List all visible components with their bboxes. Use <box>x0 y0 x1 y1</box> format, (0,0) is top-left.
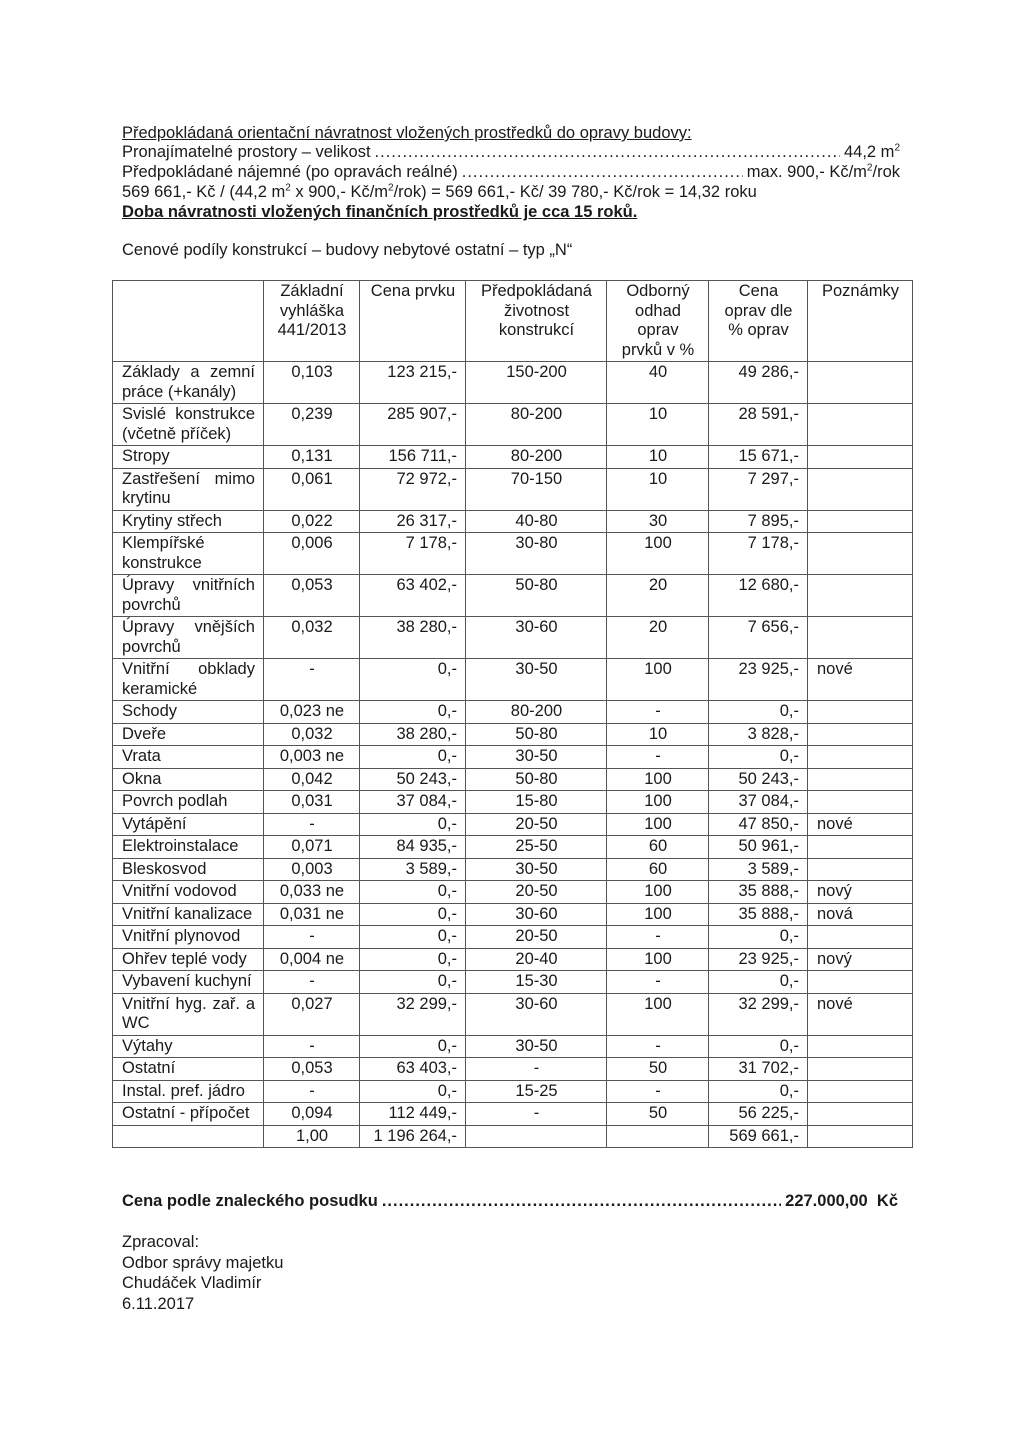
note <box>808 1103 913 1126</box>
repair-percent: 100 <box>607 881 709 904</box>
rent-value: max. 900,- $Kč/m^2$/rok <box>746 162 900 181</box>
element-price: 63 402,- <box>360 575 466 617</box>
repair-percent: - <box>607 746 709 769</box>
table-row <box>113 948 913 971</box>
note <box>808 1125 913 1148</box>
note: nové <box>808 659 913 701</box>
repair-percent <box>607 1125 709 1148</box>
row-label: Vybavení kuchyní <box>113 971 264 994</box>
repair-percent: 50 <box>607 1058 709 1081</box>
repair-price: 7 656,- <box>709 617 808 659</box>
note: nový <box>808 948 913 971</box>
row-label: Úpravy vnějších povrchů <box>113 617 264 659</box>
lifetime: 70-150 <box>466 468 607 510</box>
lifetime: 30-50 <box>466 858 607 881</box>
table-row <box>113 723 913 746</box>
table-row <box>113 791 913 814</box>
element-price: 50 243,- <box>360 768 466 791</box>
note <box>808 971 913 994</box>
row-label: Krytiny střech <box>113 510 264 533</box>
repair-percent: 100 <box>607 948 709 971</box>
table-row <box>113 836 913 859</box>
note: nové <box>808 813 913 836</box>
lifetime: 30-50 <box>466 659 607 701</box>
lifetime: 50-80 <box>466 575 607 617</box>
row-label: Vrata <box>113 746 264 769</box>
row-label: Úpravy vnitřních povrchů <box>113 575 264 617</box>
lifetime: 30-80 <box>466 533 607 575</box>
table-row <box>113 404 913 446</box>
element-price: 0,- <box>360 948 466 971</box>
repair-price: 31 702,- <box>709 1058 808 1081</box>
lifetime: 30-60 <box>466 903 607 926</box>
element-price: 38 280,- <box>360 617 466 659</box>
note <box>808 1035 913 1058</box>
note <box>808 362 913 404</box>
base-coefficient: 0,003 <box>264 858 360 881</box>
intro-heading: Předpokládaná orientační návratnost vložených prostředků do opravy budovy: <box>122 124 692 142</box>
base-coefficient: 0,061 <box>264 468 360 510</box>
footer <box>122 1232 283 1314</box>
note <box>808 510 913 533</box>
base-coefficient: - <box>264 659 360 701</box>
repair-percent: 20 <box>607 575 709 617</box>
lifetime: 15-25 <box>466 1080 607 1103</box>
summary-value: 227.000,00 Kč <box>785 1192 898 1210</box>
payback-conclusion: Doba návratnosti vložených finančních prostředků je cca 15 roků. <box>122 203 638 221</box>
person-name: Chudáček Vladimír <box>122 1274 262 1292</box>
row-label: Ostatní - přípočet <box>113 1103 264 1126</box>
repair-price: 37 084,- <box>709 791 808 814</box>
table-row <box>113 903 913 926</box>
lifetime: 25-50 <box>466 836 607 859</box>
base-coefficient: 0,094 <box>264 1103 360 1126</box>
repair-price: 50 961,- <box>709 836 808 859</box>
base-coefficient: 0,031 <box>264 791 360 814</box>
leader-dots <box>375 143 840 162</box>
element-price: 0,- <box>360 1080 466 1103</box>
element-price: 63 403,- <box>360 1058 466 1081</box>
table-row <box>113 1058 913 1081</box>
repair-price: 569 661,- <box>709 1125 808 1148</box>
lifetime: 80-200 <box>466 701 607 724</box>
lifetime: 20-50 <box>466 881 607 904</box>
base-coefficient: - <box>264 1035 360 1058</box>
table-row <box>113 533 913 575</box>
base-coefficient: 1,00 <box>264 1125 360 1148</box>
repair-price: 56 225,- <box>709 1103 808 1126</box>
note <box>808 723 913 746</box>
row-label <box>113 1125 264 1148</box>
rent-line <box>122 163 900 182</box>
header-cell: Odborný odhad oprav prvků v % <box>607 281 709 362</box>
note: nový <box>808 881 913 904</box>
element-price: 72 972,- <box>360 468 466 510</box>
repair-percent: 100 <box>607 768 709 791</box>
element-price: 285 907,- <box>360 404 466 446</box>
row-label: Svislé konstrukce (včetně příček) <box>113 404 264 446</box>
lifetime: 150-200 <box>466 362 607 404</box>
lifetime: 30-50 <box>466 746 607 769</box>
row-label: Schody <box>113 701 264 724</box>
lifetime: 15-30 <box>466 971 607 994</box>
repair-percent: 100 <box>607 813 709 836</box>
repair-price: 15 671,- <box>709 446 808 469</box>
row-label: Ohřev teplé vody <box>113 948 264 971</box>
lifetime: 30-60 <box>466 993 607 1035</box>
table-row <box>113 1080 913 1103</box>
area-line <box>122 143 900 162</box>
element-price: 0,- <box>360 746 466 769</box>
lifetime: 50-80 <box>466 723 607 746</box>
base-coefficient: 0,053 <box>264 1058 360 1081</box>
table-row <box>113 701 913 724</box>
row-label: Vnitřní vodovod <box>113 881 264 904</box>
table-row <box>113 858 913 881</box>
repair-percent: 30 <box>607 510 709 533</box>
base-coefficient: - <box>264 1080 360 1103</box>
base-coefficient: 0,033 ne <box>264 881 360 904</box>
note: nové <box>808 993 913 1035</box>
document-date: 6.11.2017 <box>122 1294 195 1313</box>
note <box>808 533 913 575</box>
repair-price: 7 178,- <box>709 533 808 575</box>
header-cell: Poznámky <box>808 281 913 362</box>
repair-percent: 50 <box>607 1103 709 1126</box>
element-price: 84 935,- <box>360 836 466 859</box>
header-cell: Předpokládaná životnost konstrukcí <box>466 281 607 362</box>
repair-percent: 100 <box>607 903 709 926</box>
repair-price: 7 297,- <box>709 468 808 510</box>
repair-percent: - <box>607 701 709 724</box>
lifetime: 40-80 <box>466 510 607 533</box>
lifetime <box>466 1125 607 1148</box>
header-cell: Cena prvku <box>360 281 466 362</box>
repair-percent: 100 <box>607 791 709 814</box>
note <box>808 768 913 791</box>
lifetime: 80-200 <box>466 404 607 446</box>
table-header-row <box>113 281 913 362</box>
repair-price: 12 680,- <box>709 575 808 617</box>
lifetime: 80-200 <box>466 446 607 469</box>
row-label: Elektroinstalace <box>113 836 264 859</box>
repair-price: 23 925,- <box>709 659 808 701</box>
note: nová <box>808 903 913 926</box>
base-coefficient: 0,053 <box>264 575 360 617</box>
note <box>808 404 913 446</box>
lifetime: 30-60 <box>466 617 607 659</box>
note <box>808 701 913 724</box>
element-price: 0,- <box>360 659 466 701</box>
element-price: 37 084,- <box>360 791 466 814</box>
repair-price: 7 895,- <box>709 510 808 533</box>
base-coefficient: 0,023 ne <box>264 701 360 724</box>
calculation-line: 569 661,- Kč / (44,2 $m^2$ x 900,- $Kč/m^2/rok) = 569$ 661,- Kč/ 39 780,- Kč/rok = 14,32 roku <box>122 182 757 201</box>
repair-price: 3 828,- <box>709 723 808 746</box>
repair-percent: - <box>607 1035 709 1058</box>
leader-dots <box>382 1192 781 1211</box>
repair-price: 0,- <box>709 746 808 769</box>
element-price: 156 711,- <box>360 446 466 469</box>
row-label: Stropy <box>113 446 264 469</box>
table-row <box>113 510 913 533</box>
lifetime: 20-50 <box>466 926 607 949</box>
note <box>808 926 913 949</box>
element-price: 3 589,- <box>360 858 466 881</box>
repair-percent: 10 <box>607 723 709 746</box>
row-label: Klempířské konstrukce <box>113 533 264 575</box>
element-price: 112 449,- <box>360 1103 466 1126</box>
base-coefficient: 0,032 <box>264 617 360 659</box>
note <box>808 791 913 814</box>
row-label: Bleskosvod <box>113 858 264 881</box>
repair-price: 0,- <box>709 1080 808 1103</box>
base-coefficient: 0,022 <box>264 510 360 533</box>
repair-percent: 40 <box>607 362 709 404</box>
table-total-row <box>113 1125 913 1148</box>
repair-percent: - <box>607 971 709 994</box>
base-coefficient: 0,071 <box>264 836 360 859</box>
repair-percent: 10 <box>607 446 709 469</box>
table-row <box>113 446 913 469</box>
repair-percent: - <box>607 926 709 949</box>
area-value: 44,2 $m^2$ <box>843 142 900 161</box>
note <box>808 575 913 617</box>
row-label: Vnitřní kanalizace <box>113 903 264 926</box>
note <box>808 1058 913 1081</box>
element-price: 1 196 264,- <box>360 1125 466 1148</box>
note <box>808 446 913 469</box>
repair-price: 47 850,- <box>709 813 808 836</box>
repair-price: 32 299,- <box>709 993 808 1035</box>
element-price: 32 299,- <box>360 993 466 1035</box>
row-label: Vnitřní obklady keramické <box>113 659 264 701</box>
element-price: 7 178,- <box>360 533 466 575</box>
repair-price: 50 243,- <box>709 768 808 791</box>
lifetime: - <box>466 1058 607 1081</box>
table-row <box>113 617 913 659</box>
base-coefficient: 0,239 <box>264 404 360 446</box>
element-price: 123 215,- <box>360 362 466 404</box>
row-label: Zastřešení mimo krytinu <box>113 468 264 510</box>
table-body <box>113 362 913 1148</box>
leader-dots <box>462 163 743 182</box>
note <box>808 468 913 510</box>
repair-price: 35 888,- <box>709 903 808 926</box>
lifetime: 20-40 <box>466 948 607 971</box>
row-label: Základy a zemní práce (+kanály) <box>113 362 264 404</box>
cost-share-table <box>112 280 913 1148</box>
row-label: Okna <box>113 768 264 791</box>
table-row <box>113 768 913 791</box>
table-title: Cenové podíly konstrukcí – budovy nebytové ostatní – typ „N“ <box>122 241 573 259</box>
table-row <box>113 926 913 949</box>
repair-price: 3 589,- <box>709 858 808 881</box>
base-coefficient: 0,131 <box>264 446 360 469</box>
note <box>808 1080 913 1103</box>
table-row <box>113 813 913 836</box>
lifetime: - <box>466 1103 607 1126</box>
repair-price: 0,- <box>709 926 808 949</box>
repair-percent: 10 <box>607 468 709 510</box>
table-row <box>113 993 913 1035</box>
header-cell: Základní vyhláška 441/2013 <box>264 281 360 362</box>
repair-price: 0,- <box>709 1035 808 1058</box>
row-label: Instal. pref. jádro <box>113 1080 264 1103</box>
note <box>808 858 913 881</box>
row-label: Ostatní <box>113 1058 264 1081</box>
table-row <box>113 971 913 994</box>
repair-percent: 60 <box>607 836 709 859</box>
note <box>808 836 913 859</box>
repair-price: 28 591,- <box>709 404 808 446</box>
element-price: 0,- <box>360 701 466 724</box>
lifetime: 30-50 <box>466 1035 607 1058</box>
repair-percent: 100 <box>607 533 709 575</box>
summary-label: Cena podle znaleckého posudku <box>122 1192 378 1210</box>
table-row <box>113 575 913 617</box>
table-row <box>113 1035 913 1058</box>
table-row <box>113 881 913 904</box>
lifetime: 50-80 <box>466 768 607 791</box>
base-coefficient: 0,042 <box>264 768 360 791</box>
repair-price: 0,- <box>709 701 808 724</box>
table-row <box>113 362 913 404</box>
element-price: 0,- <box>360 971 466 994</box>
table-row <box>113 746 913 769</box>
base-coefficient: 0,103 <box>264 362 360 404</box>
element-price: 26 317,- <box>360 510 466 533</box>
base-coefficient: 0,027 <box>264 993 360 1035</box>
area-label: Pronajímatelné prostory – velikost <box>122 143 371 161</box>
table-row <box>113 659 913 701</box>
base-coefficient: 0,031 ne <box>264 903 360 926</box>
row-label: Vnitřní hyg. zař. a WC <box>113 993 264 1035</box>
element-price: 0,- <box>360 926 466 949</box>
element-price: 0,- <box>360 813 466 836</box>
row-label: Vnitřní plynovod <box>113 926 264 949</box>
row-label: Vytápění <box>113 813 264 836</box>
lifetime: 15-80 <box>466 791 607 814</box>
element-price: 0,- <box>360 881 466 904</box>
row-label: Dveře <box>113 723 264 746</box>
repair-price: 35 888,- <box>709 881 808 904</box>
element-price: 0,- <box>360 903 466 926</box>
base-coefficient: 0,003 ne <box>264 746 360 769</box>
table-row <box>113 1103 913 1126</box>
base-coefficient: - <box>264 926 360 949</box>
note <box>808 617 913 659</box>
base-coefficient: 0,032 <box>264 723 360 746</box>
repair-price: 23 925,- <box>709 948 808 971</box>
row-label: Povrch podlah <box>113 791 264 814</box>
rent-label: Předpokládané nájemné (po opravách reálné) <box>122 163 458 181</box>
table-row <box>113 468 913 510</box>
header-cell <box>113 281 264 362</box>
repair-percent: - <box>607 1080 709 1103</box>
repair-percent: 20 <box>607 617 709 659</box>
repair-percent: 100 <box>607 993 709 1035</box>
repair-price: 0,- <box>709 971 808 994</box>
base-coefficient: 0,004 ne <box>264 948 360 971</box>
header-cell: Cena oprav dle % oprav <box>709 281 808 362</box>
expert-valuation <box>122 1192 898 1211</box>
note <box>808 746 913 769</box>
repair-price: 49 286,- <box>709 362 808 404</box>
row-label: Výtahy <box>113 1035 264 1058</box>
repair-percent: 10 <box>607 404 709 446</box>
element-price: 38 280,- <box>360 723 466 746</box>
repair-percent: 100 <box>607 659 709 701</box>
repair-percent: 60 <box>607 858 709 881</box>
base-coefficient: 0,006 <box>264 533 360 575</box>
lifetime: 20-50 <box>466 813 607 836</box>
base-coefficient: - <box>264 813 360 836</box>
department: Odbor správy majetku <box>122 1253 284 1272</box>
element-price: 0,- <box>360 1035 466 1058</box>
processed-by-label: Zpracoval: <box>122 1233 200 1251</box>
base-coefficient: - <box>264 971 360 994</box>
